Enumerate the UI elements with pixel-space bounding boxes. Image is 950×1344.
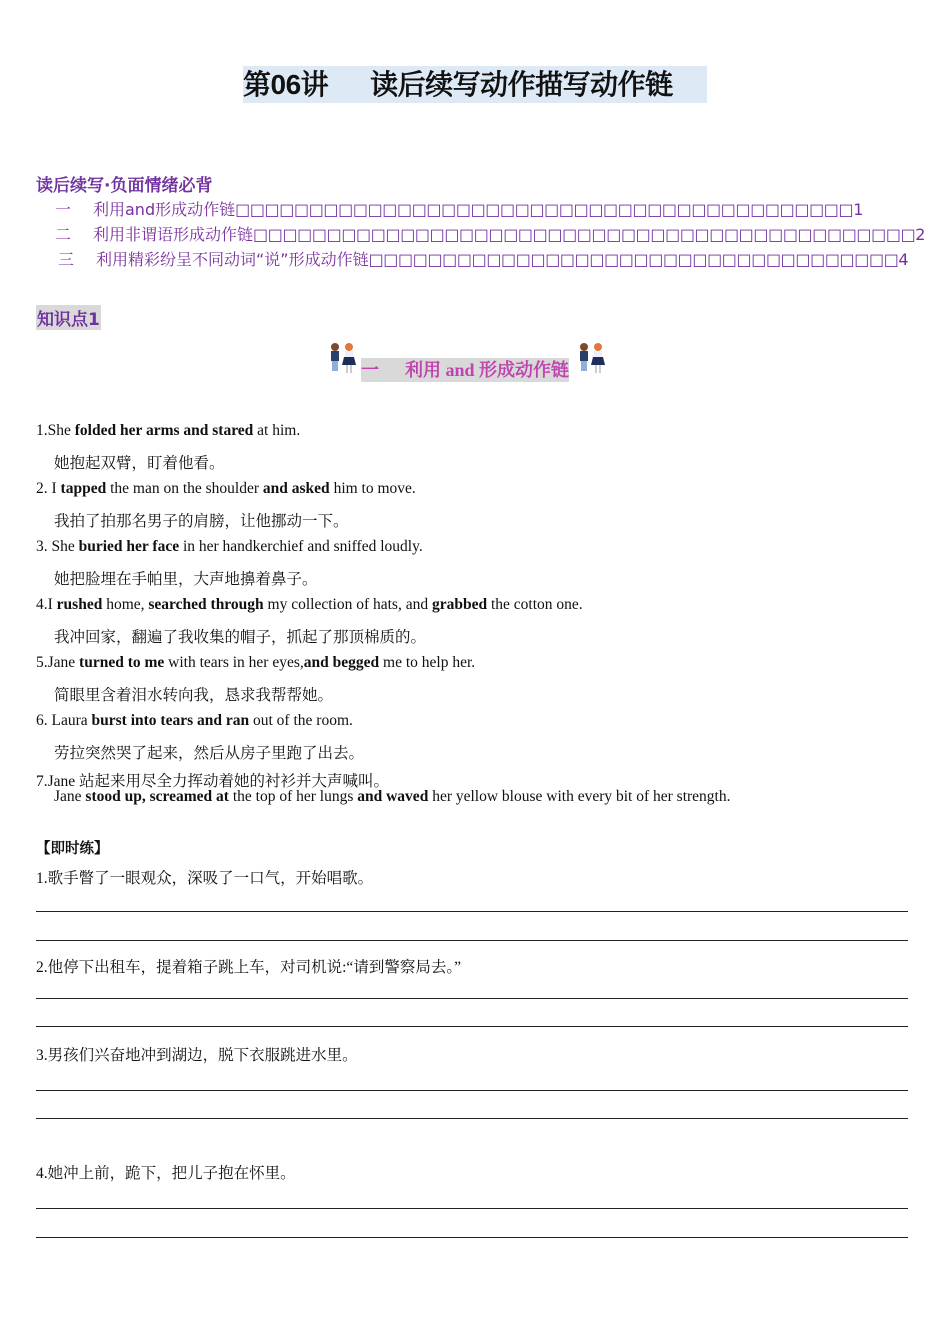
toc-item-number: 二: [55, 225, 72, 244]
practice-question: 1.歌手瞥了一眼观众，深吸了一口气，开始唱歌。: [36, 870, 374, 887]
sentence-text: the cotton one.: [487, 596, 583, 613]
action-chain-phrase: and begged: [303, 654, 380, 671]
action-chain-phrase: turned to me: [79, 654, 165, 671]
page-title: [243, 66, 707, 103]
action-chain-phrase: and asked: [262, 480, 330, 497]
sentence-text: in her handkerchief and sniffed loudly.: [179, 538, 423, 555]
section-heading: [361, 358, 569, 382]
sentence-text: me to help her.: [379, 654, 476, 671]
action-chain-phrase: grabbed: [431, 596, 488, 613]
practice-question: 2.他停下出租车，提着箱子跳上车，对司机说:“请到警察局去。”: [36, 959, 461, 976]
toc-item-label: 利用非谓语形成动作链: [93, 225, 254, 244]
toc-item-label: 利用精彩纷呈不同动词“说”形成动作链: [96, 250, 369, 269]
sentence-text: out of the room.: [249, 712, 353, 729]
answer-line[interactable]: [36, 1090, 908, 1091]
sentence-text: 3. She: [36, 538, 79, 555]
example-sentence-zh: 7.Jane 站起来用尽全力挥动着她的衬衫并大声喊叫。: [36, 773, 390, 790]
toc-page-number: 2: [915, 225, 926, 244]
example-sentence-zh: 我冲回家，翻遍了我收集的帽子，抓起了那顶棉质的。: [54, 629, 427, 646]
example-sentence-zh: 她抱起双臂，盯着他看。: [54, 455, 225, 472]
answer-line[interactable]: [36, 1118, 908, 1119]
action-chain-phrase: buried her face: [78, 538, 180, 555]
example-sentence-en: [36, 712, 353, 730]
sentence-text: her yellow blouse with every bit of her strength.: [428, 788, 731, 805]
toc-item[interactable]: [55, 197, 863, 220]
action-chain-phrase: searched through: [148, 596, 264, 613]
toc-item[interactable]: [55, 222, 925, 245]
answer-line[interactable]: [36, 998, 908, 999]
example-sentence-en: [36, 538, 423, 556]
sentence-text: with tears in her eyes,: [164, 654, 304, 671]
toc-item[interactable]: [58, 247, 909, 270]
action-chain-phrase: tapped: [60, 480, 107, 497]
practice-question: 4.她冲上前，跪下，把儿子抱在怀里。: [36, 1165, 296, 1182]
sentence-text: him to move.: [329, 480, 416, 497]
practice-heading: 【即时练】: [36, 841, 109, 857]
answer-line[interactable]: [36, 1026, 908, 1027]
answer-line[interactable]: [36, 911, 908, 912]
example-sentence-zh: 她把脸埋在手帕里，大声地擤着鼻子。: [54, 571, 318, 588]
sentence-text: the man on the shoulder: [106, 480, 263, 497]
section-title: 利用 and 形成动作链: [405, 360, 570, 380]
toc-item-number: 一: [55, 200, 72, 219]
example-sentence-zh: 简眼里含着泪水转向我，恳求我帮帮她。: [54, 687, 334, 704]
sentence-text: 5.Jane: [36, 654, 80, 671]
children-illustration-icon: [325, 340, 359, 376]
toc-item-label: 利用and形成动作链: [93, 200, 236, 219]
lesson-number: 第06讲: [243, 69, 329, 100]
example-sentence-zh: 我拍了拍那名男子的肩膀，让他挪动一下。: [54, 513, 349, 530]
lesson-topic: 读后续写动作描写动作链: [370, 69, 673, 100]
sentence-text: 6. Laura: [36, 712, 92, 729]
toc-heading: 读后续写·负面情绪必背: [36, 176, 213, 196]
example-sentence-en: [36, 654, 475, 672]
action-chain-phrase: folded her arms and stared: [74, 422, 254, 439]
sentence-text: my collection of hats, and: [263, 596, 432, 613]
sentence-text: at him.: [253, 422, 301, 439]
action-chain-phrase: burst into tears and ran: [91, 712, 250, 729]
answer-line[interactable]: [36, 940, 908, 941]
action-chain-phrase: rushed: [56, 596, 103, 613]
sentence-text: the top of her lungs: [228, 788, 358, 805]
practice-question: 3.男孩们兴奋地冲到湖边，脱下衣服跳进水里。: [36, 1047, 358, 1064]
sentence-text: 2. I: [36, 480, 61, 497]
answer-line[interactable]: [36, 1208, 908, 1209]
toc-page-number: 4: [898, 250, 909, 269]
action-chain-phrase: stood up, screamed at: [85, 788, 229, 805]
example-sentence-zh: 劳拉突然哭了起来，然后从房子里跑了出去。: [54, 745, 365, 762]
sentence-text: 1.She: [36, 422, 75, 439]
toc-leader: □□□□□□□□□□□□□□□□□□□□□□□□□□□□□□□□□□□□: [368, 250, 899, 269]
example-sentence-en: [36, 422, 300, 440]
toc-leader: □□□□□□□□□□□□□□□□□□□□□□□□□□□□□□□□□□□□□□□□□□: [235, 200, 854, 219]
answer-line[interactable]: [36, 1237, 908, 1238]
sentence-text: Jane: [54, 788, 86, 805]
section-number: 一: [361, 360, 379, 380]
example-sentence-en: [36, 596, 583, 614]
action-chain-phrase: and waved: [357, 788, 429, 805]
toc-item-number: 三: [58, 250, 75, 269]
toc-leader: □□□□□□□□□□□□□□□□□□□□□□□□□□□□□□□□□□□□□□□□□□□□□: [253, 225, 916, 244]
knowledge-point-label: 知识点1: [36, 305, 101, 330]
children-illustration-icon: [574, 340, 608, 376]
example-sentence-en: [54, 788, 731, 806]
toc-page-number: 1: [853, 200, 864, 219]
sentence-text: 4.I: [36, 596, 57, 613]
sentence-text: home,: [102, 596, 149, 613]
example-sentence-en: [36, 480, 416, 498]
